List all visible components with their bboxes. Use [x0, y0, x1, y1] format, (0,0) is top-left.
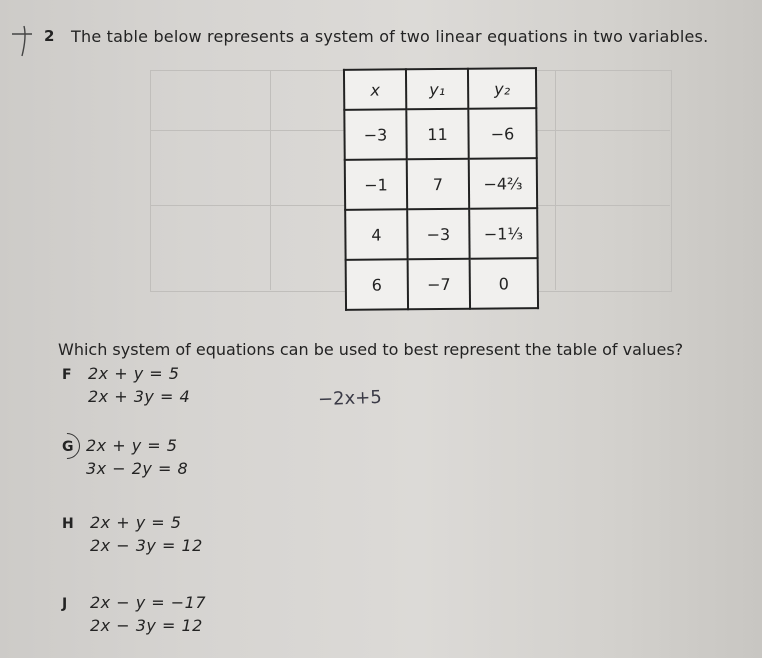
values-table: [343, 67, 539, 311]
table-cell: −4⅔: [469, 158, 537, 209]
handwritten-note: −2x+5: [317, 386, 383, 411]
pencil-check-mark: [8, 22, 48, 62]
table-cell: −3: [407, 209, 469, 260]
table-cell: 0: [470, 258, 538, 309]
choice-g-equation-1: 2x + y = 5: [86, 436, 178, 455]
question-prompt: Which system of equations can be used to best represent the table of values?: [58, 340, 684, 359]
choice-h-equation-1: 2x + y = 5: [90, 513, 182, 532]
choice-g-equation-2: 3x − 2y = 8: [86, 459, 189, 478]
choice-j-equation-1: 2x − y = −17: [90, 593, 207, 612]
table-cell: −1: [345, 159, 407, 210]
choice-h-equation-2: 2x − 3y = 12: [90, 536, 203, 555]
choice-h-letter: H: [62, 516, 74, 532]
table-cell: 6: [346, 259, 408, 310]
table-header-row: [344, 68, 536, 110]
choice-j-equation-2: 2x − 3y = 12: [90, 616, 203, 635]
table-cell: 4: [345, 209, 407, 260]
table-header-x: x: [344, 69, 406, 110]
table-cell: −7: [408, 259, 470, 310]
choice-f-equation-2: 2x + 3y = 4: [88, 387, 191, 406]
table-row: [345, 208, 537, 260]
choice-j-letter: J: [62, 596, 68, 612]
choice-f-letter: F: [62, 367, 72, 383]
table-row: [346, 258, 538, 310]
choice-f-equation-1: 2x + y = 5: [88, 364, 180, 383]
table-header-y2: y₂: [468, 68, 536, 109]
table-cell: −1⅓: [469, 208, 537, 259]
question-number: 2: [44, 27, 55, 45]
table-row: [345, 158, 537, 210]
table-cell: −6: [468, 108, 536, 159]
question-text: The table below represents a system of two linear equations in two variables.: [71, 27, 709, 46]
table-row: [344, 108, 536, 160]
choice-g-letter: G: [62, 439, 74, 455]
table-cell: 11: [406, 109, 468, 160]
table-cell: 7: [407, 159, 469, 210]
table-header-y1: y₁: [406, 69, 468, 110]
table-cell: −3: [344, 109, 406, 160]
bleed-through-line: [270, 70, 271, 290]
bleed-through-line: [555, 70, 556, 290]
